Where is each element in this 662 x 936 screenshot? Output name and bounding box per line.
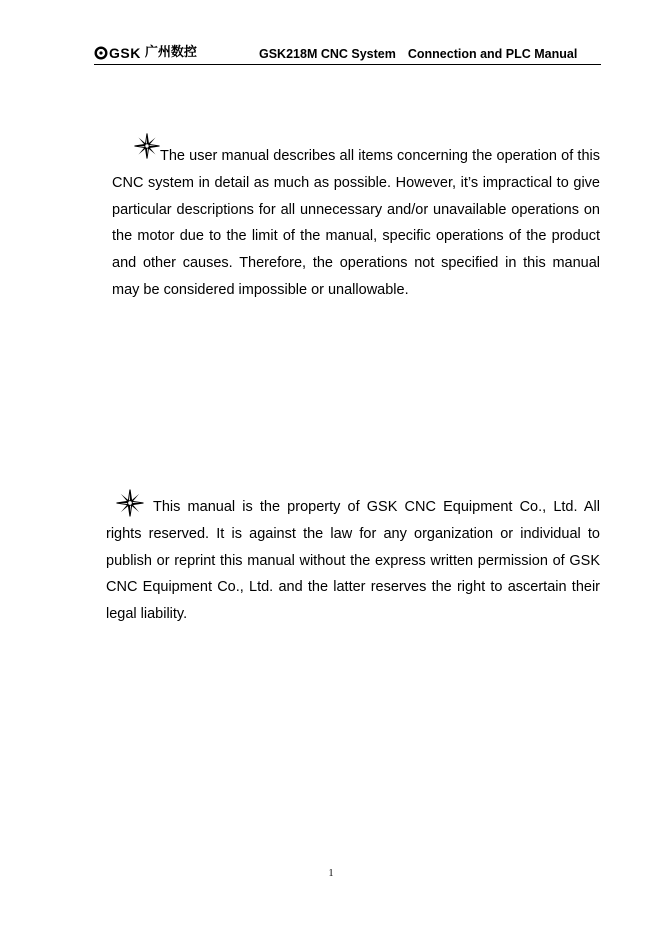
header-title [259,47,577,61]
logo-latin-text: GSK [109,45,141,61]
notice-paragraph-copyright [106,489,600,628]
notice-paragraph-operations [112,133,600,304]
notice-text-operations: The user manual describes all items concerning the operation of this CNC system in detail as much as possible. However, it’s impractical to give particular descriptions for all unnecessary and/or unavailable operations on the motor due to the limit of the manual, specific operations of the product and other causes. Therefore, the operations not specified in this manual may be considered impossible or unallowable. [112,148,600,298]
manual-system-title: GSK218M CNC System [259,47,396,61]
manual-subtitle: Connection and PLC Manual [407,47,578,61]
page-header [94,44,601,65]
compass-star-icon [116,489,144,517]
logo-chinese-text: 广州数控 [144,45,197,60]
notice-text-copyright: This manual is the property of GSK CNC Equipment Co., Ltd. All rights reserved. It is against the law for any organization or individual to publish or reprint this manual without the express written permission of GSK CNC Equipment Co., Ltd. and the latter reserves the right to ascertain their legal liability. [106,499,600,623]
compass-star-icon [134,133,160,159]
page-number: 1 [328,868,334,879]
gsk-logo-mark-icon [94,46,108,60]
gsk-logo [94,45,197,61]
